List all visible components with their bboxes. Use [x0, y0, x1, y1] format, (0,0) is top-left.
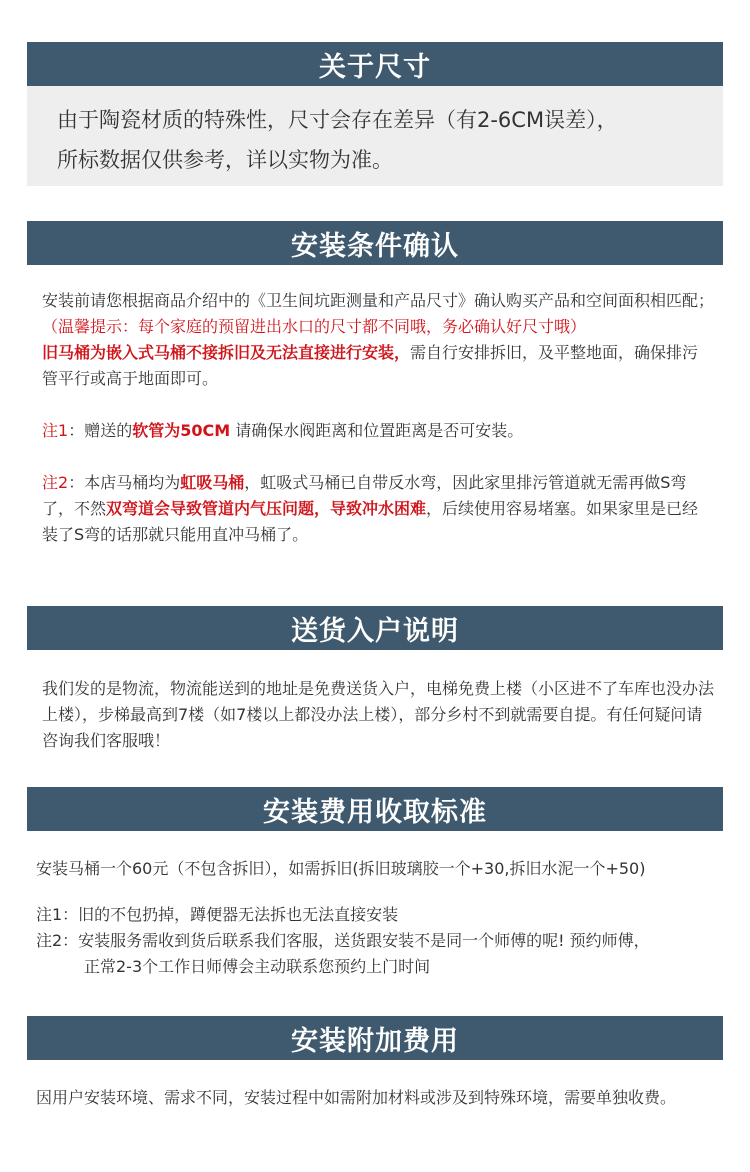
delivery-body — [42, 676, 714, 754]
section-title-text: 关于尺寸 — [319, 51, 431, 83]
note-text: ，后续使用容易堵塞。如果家里是已经装了S弯的话那就只能用直冲马桶了。 — [42, 499, 699, 544]
siphon-toilet: 虹吸马桶 — [180, 473, 245, 492]
old-toilet-warning: 旧马桶为嵌入式马桶不接拆旧及无法直接进行安装， — [42, 343, 411, 362]
double-bend-warning: 双弯道会导致管道内气压问题，导致冲水困难 — [106, 499, 427, 518]
note-text: ：赠送的 — [68, 421, 133, 440]
hose-length: 软管为50CM — [132, 421, 231, 440]
note-text: 请确保水阀距离和位置距离是否可安装。 — [235, 421, 524, 440]
note-1 — [42, 418, 714, 444]
section-title-text: 安装费用收取标准 — [263, 796, 487, 828]
note-label: 注2 — [42, 473, 69, 492]
extra-text: 因用户安装环境、需求不同，安装过程中如需附加材料或涉及到特殊环境，需要单独收费。 — [36, 1088, 677, 1107]
size-note-line: 由于陶瓷材质的特殊性，尺寸会存在差异（有2-6CM误差）， — [57, 108, 618, 132]
section-title-conditions — [27, 221, 723, 265]
fee-note-2: 注2：安装服务需收到货后联系我们客服，送货跟安装不是同一个师傅的呢! 预约师傅， — [36, 931, 650, 950]
note-label: 注1 — [42, 421, 69, 440]
fee-note-2-cont: 正常2-3个工作日师傅会主动联系您预约上门时间 — [84, 957, 431, 976]
section-title-size — [27, 42, 723, 86]
size-note-line: 所标数据仅供参考，详以实物为准。 — [57, 148, 393, 172]
fee-line: 安装马桶一个60元（不包含拆旧），如需拆旧(拆旧玻璃胶一个+30,拆旧水泥一个+50) — [36, 859, 646, 878]
conditions-body — [42, 288, 714, 548]
conditions-text: 安装前请您根据商品介绍中的《卫生间坑距测量和产品尺寸》确认购买产品和空间面积相匹配； — [42, 291, 715, 310]
section-title-extra — [27, 1016, 723, 1060]
section-title-text: 送货入户说明 — [291, 615, 459, 647]
note-text: ，虹吸式马桶已自带反水弯，因此家里排污管道就无需再做S弯了，不然 — [42, 473, 687, 518]
size-note-box — [27, 86, 723, 186]
warm-tip: （温馨提示：每个家庭的预留进出水口的尺寸都不同哦，务必确认好尺寸哦） — [42, 317, 587, 336]
conditions-paragraph-1 — [42, 288, 714, 340]
delivery-text: 我们发的是物流，物流能送到的地址是免费送货入户，电梯免费上楼（小区进不了车库也没办法上楼），步梯最高到7楼（如7楼以上都没办法上楼），部分乡村不到就需要自提。有任何疑问请咨询我们客服哦！ — [42, 679, 715, 750]
fee-body — [36, 856, 726, 980]
conditions-text: 需自行安排拆旧，及平整地面，确保排污管平行或高于地面即可。 — [42, 343, 699, 388]
section-title-text: 安装附加费用 — [291, 1025, 459, 1057]
section-title-fee — [27, 787, 723, 831]
fee-note-1: 注1：旧的不包扔掉，蹲便器无法拆也无法直接安装 — [36, 905, 399, 924]
section-title-text: 安装条件确认 — [291, 230, 459, 262]
note-2 — [42, 470, 714, 548]
note-text: ：本店马桶均为 — [68, 473, 181, 492]
extra-body — [36, 1085, 716, 1111]
section-title-delivery — [27, 606, 723, 650]
conditions-paragraph-2 — [42, 340, 714, 392]
